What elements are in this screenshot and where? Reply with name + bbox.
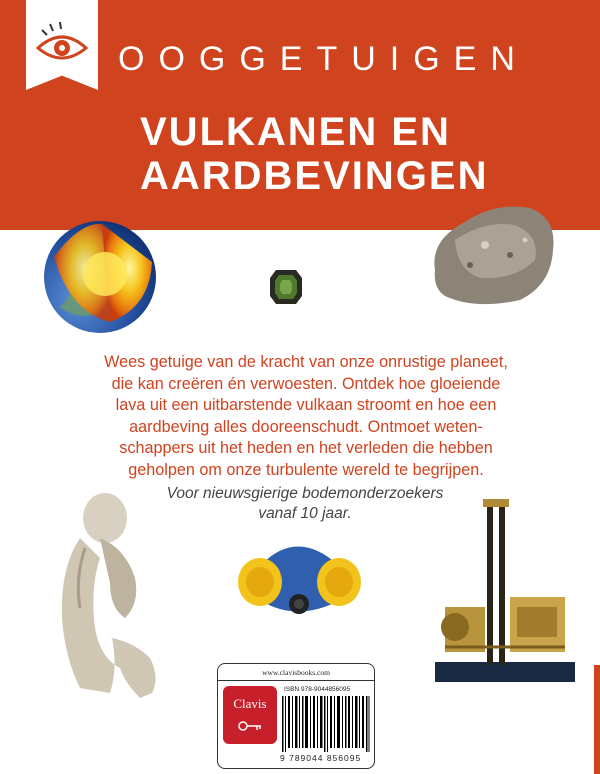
series-badge [26,0,98,90]
header-band [0,0,600,230]
publisher-logo [223,686,277,744]
spine-strip [594,665,600,774]
seismograph-image [425,497,585,687]
audience-line-2: vanaf 10 jaar. [258,505,352,522]
book-title-line-2: AARDBEVINGEN [140,154,489,198]
isbn-digits: 9 789044 856095 [280,753,362,763]
rock-image [425,200,560,310]
key-icon [237,718,263,734]
book-title-line-1: VULKANEN EN [140,110,451,154]
eye-icon [34,20,90,70]
respirator-mask-image [232,534,367,624]
isbn-label: ISBN 978-9044856095 [284,686,351,693]
audience-line-1: Voor nieuwsgierige bodemonderzoekers [166,485,444,502]
series-title: OOGGETUIGEN [118,40,529,78]
divider [218,680,374,681]
plaster-figure-image [40,488,170,703]
barcode-bars [282,696,370,752]
publisher-name: Clavis [233,696,267,711]
barcode-panel [217,663,375,769]
gemstone-image [268,268,304,306]
earth-core-image [40,212,160,337]
book-title [140,110,580,198]
publisher-url: www.clavisbooks.com [262,668,330,677]
description-text: Wees getuige van de kracht van onze onrustige planeet, die kan creëren én verwoesten. Ontdek hoe gloeiende lava uit een uitbarstende vulkaan stroomt en hoe een aardbeving alles dooreenschudt. Ontmoet weten-schappers uit het heden en het verleden die hebben geholpen om onze turbulente wereld te begrijpen. [104,353,508,479]
